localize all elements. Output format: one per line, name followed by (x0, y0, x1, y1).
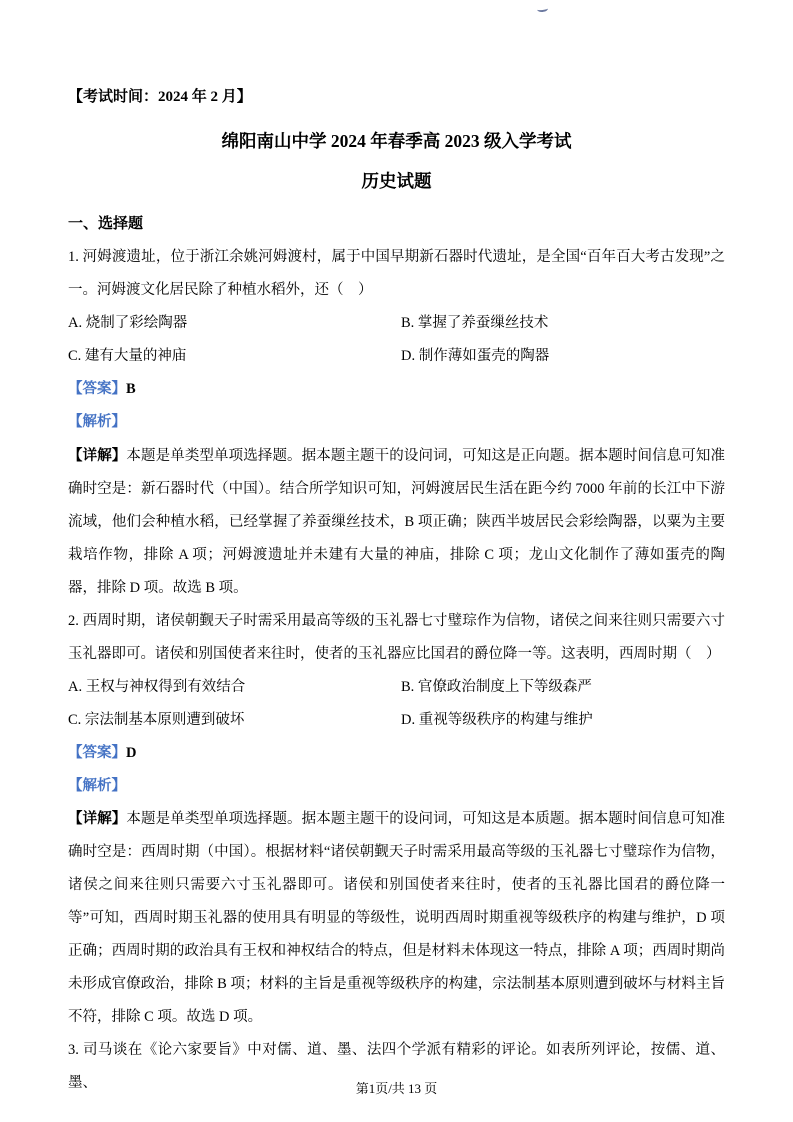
question-1-option-d: D. 制作薄如蛋壳的陶器 (401, 348, 550, 365)
question-2-option-d: D. 重视等级秩序的构建与维护 (401, 711, 593, 728)
page-footer (0, 1080, 793, 1098)
question-1-option-a: A. 烧制了彩绘陶器 (68, 315, 188, 332)
question-2-answer-line (68, 737, 725, 770)
analysis-label: 【解析】 (68, 778, 126, 794)
question-2-stem: 2. 西周时期，诸侯朝觐天子时需采用最高等级的玉礼器七寸璧琮作为信物，诸侯之间来往则只需要六寸玉礼器即可。诸侯和别国使者来往时，使者的玉礼器应比国君的爵位降一等。这表明，西周时期（ ） (68, 612, 725, 662)
question-1-options (68, 307, 725, 373)
option-row (68, 704, 725, 737)
question-1-detail (68, 440, 725, 605)
answer-value: B (126, 381, 136, 398)
question-2-analysis-line (68, 770, 725, 803)
question-2 (68, 605, 725, 1035)
question-1-option-c: C. 建有大量的神庙 (68, 348, 187, 365)
detail-label: 【详解】 (68, 447, 127, 464)
question-1-stem: 1. 河姆渡遗址，位于浙江余姚河姆渡村，属于中国早期新石器时代遗址，是全国“百年百大考古发现”之一。河姆渡文化居民除了种植水稻外，还（ ） (68, 249, 725, 299)
answer-label: 【答案】 (68, 381, 126, 398)
question-1 (68, 241, 725, 605)
detail-text: 本题是单类型单项选择题。据本题主题干的设问词，可知这是本质题。据本题时间信息可知准确时空是：西周时期（中国）。根据材料“诸侯朝觐天子时需采用最高等级的玉礼器七寸璧琮作为信物，诸侯之间来往则只需要六寸玉礼器即可。诸侯和别国使者来往时，使者的玉礼器比国君的爵位降一等”可知，西周时期玉礼器的使用具有明显的等级性，说明西周时期重视等级秩序的构建与维护，D 项正确；西周时期的政治具有王权和神权结合的特点，但是材料未体现这一特点，排除 A 项；西周时期尚未形成官僚政治，排除 B 项；材料的主旨是重视等级秩序的构建，宗法制基本原则遭到破坏与材料主旨不符，排除 C 项。故选 D 项。 (68, 811, 726, 1026)
question-2-option-b: B. 官僚政治制度上下等级森严 (401, 678, 592, 695)
answer-label: 【答案】 (68, 744, 126, 761)
exam-time: 【考试时间：2024 年 2 月】 (68, 89, 252, 105)
exam-title: 绵阳南山中学 2024 年春季高 2023 级入学考试 (221, 130, 572, 151)
question-2-option-c: C. 宗法制基本原则遭到破坏 (68, 711, 245, 728)
detail-label: 【详解】 (68, 811, 127, 828)
question-1-analysis-line (68, 406, 725, 439)
question-2-detail (68, 803, 725, 1034)
analysis-label: 【解析】 (68, 414, 126, 431)
question-2-options (68, 671, 725, 737)
page-indicator: 第1页/共 13 页 (355, 1080, 438, 1096)
answer-value: D (126, 744, 137, 761)
question-2-option-a: A. 王权与神权得到有效结合 (68, 678, 246, 695)
exam-subtitle: 历史试题 (361, 170, 432, 191)
question-1-answer-line (68, 373, 725, 406)
question-1-option-b: B. 掌握了养蚕缫丝技术 (401, 315, 549, 332)
section-heading: 一、选择题 (68, 216, 144, 233)
option-row (68, 340, 725, 373)
detail-text: 本题是单类型单项选择题。据本题主题干的设问词，可知这是正向题。据本题时间信息可知准确时空是：新石器时代（中国）。结合所学知识可知，河姆渡居民生活在距今约 7000 年前的长江中下游流域，他们会种植水稻，已经掌握了养蚕缫丝技术，B 项正确；陕西半坡居民会彩绘陶器，以粟为主要栽培作物，排除 A 项；河姆渡遗址并未建有大量的神庙，排除 C 项；龙山文化制作了薄如蛋壳的陶器，排除 D 项。故选 B 项。 (68, 447, 726, 596)
scan-artifact (537, 5, 549, 12)
option-row (68, 671, 725, 704)
option-row (68, 307, 725, 340)
question-3-stem: 3. 司马谈在《论六家要旨》中对儒、道、墨、法四个学派有精彩的评论。如表所列评论，按儒、道、墨、 (68, 1042, 725, 1092)
